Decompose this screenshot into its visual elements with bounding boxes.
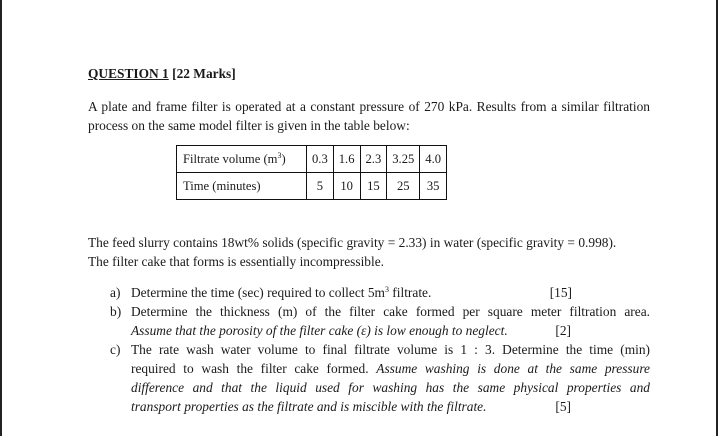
sub-question-c-line-2: required to wash the filter cake formed. Assume washing is done at the same pressure [131, 361, 650, 376]
sub-question-b-line-1: Determine the thickness (m) of the filter cake formed per square meter filtration area. [131, 304, 650, 319]
volume-cell: 4.0 [420, 146, 447, 173]
slurry-paragraph [88, 233, 650, 271]
time-cell: 15 [360, 173, 387, 200]
sub-question-c-line-3: difference and that the liquid used for washing has the same physical properties and [131, 380, 650, 395]
sub-questions-list [110, 283, 650, 416]
volume-cell: 0.3 [307, 146, 334, 173]
question-heading [88, 66, 236, 82]
question-title: QUESTION 1 [88, 66, 169, 81]
sub-question-a-marks: [15] [549, 285, 572, 300]
table-row-volume [177, 146, 447, 173]
time-cell: 5 [307, 173, 334, 200]
time-cell: 10 [333, 173, 360, 200]
volume-cell: 2.3 [360, 146, 387, 173]
slurry-line-1: The feed slurry contains 18wt% solids (specific gravity = 2.33) in water (specific gravity = 0.998). [88, 235, 617, 250]
intro-paragraph: A plate and frame filter is operated at a constant pressure of 270 kPa. Results from a similar filtration process on the same model filter is given in the table below: [88, 99, 650, 133]
page-border-left [0, 0, 2, 436]
sub-question-b [110, 302, 650, 340]
sub-question-b-marks: [2] [555, 323, 571, 338]
sub-question-b-line-2: Assume that the porosity of the filter cake (ε) is low enough to neglect. [131, 323, 508, 338]
time-cell: 25 [387, 173, 420, 200]
sub-question-c-line-1: The rate wash water volume to final filtrate volume is 1 : 3. Determine the time (min) [131, 342, 650, 357]
sub-question-c-marks: [5] [555, 399, 571, 414]
question-total-marks: [22 Marks] [172, 66, 236, 81]
sub-question-a-text: Determine the time (sec) required to collect $5m^3$ filtrate. [131, 285, 432, 300]
filtration-data-table [176, 145, 447, 200]
sub-question-a [110, 283, 650, 302]
time-row-header: Time (minutes) [177, 173, 307, 200]
sub-question-label: c) [110, 342, 121, 357]
sub-question-label: a) [110, 285, 121, 300]
sub-question-label: b) [110, 304, 122, 319]
page-border-right [716, 0, 718, 436]
sub-question-c-line-4: transport properties as the filtrate and is miscible with the filtrate. [131, 399, 487, 414]
sub-question-c [110, 340, 650, 416]
table-row-time [177, 173, 447, 200]
volume-row-header: Filtrate volume $(m^3)$ [177, 146, 307, 173]
volume-cell: 3.25 [387, 146, 420, 173]
slurry-line-2: The filter cake that forms is essentially incompressible. [88, 254, 384, 269]
time-cell: 35 [420, 173, 447, 200]
volume-cell: 1.6 [333, 146, 360, 173]
